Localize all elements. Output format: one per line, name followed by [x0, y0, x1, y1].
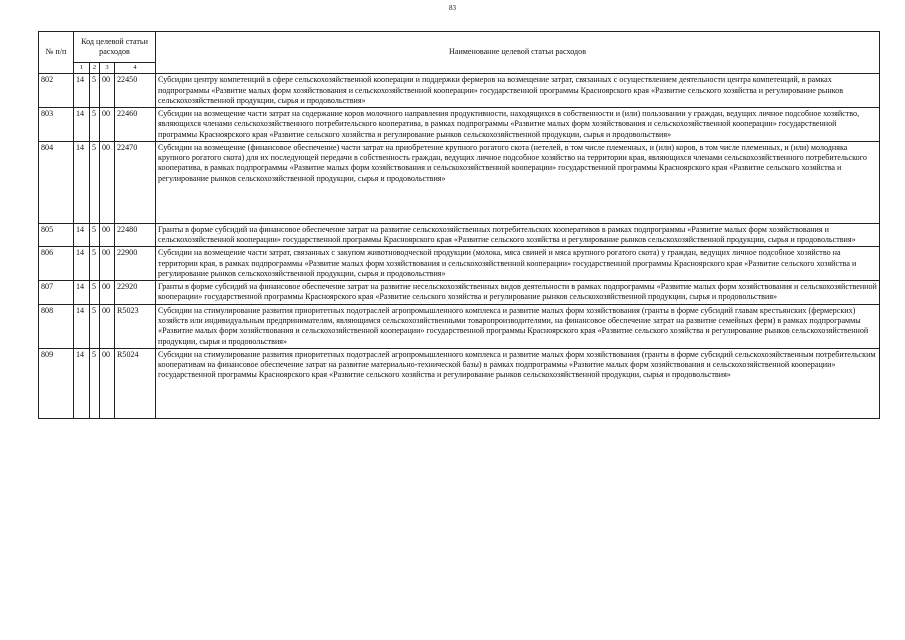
row-number: 808: [39, 304, 74, 348]
header-name: Наименование целевой статьи расходов: [156, 32, 880, 74]
code-part-3: 00: [100, 281, 115, 305]
row-description: Гранты в форме субсидий на финансовое обеспечение затрат на развитие сельскохозяйственных потребительских кооперативов в рамках подпрограммы «Развитие малых форм хозяйствования и сельскохозяйственной кооперации» государственной программы Красноярского края «Развитие сельского хозяйства и регулирование рынков сельскохозяйственной продукции, сырья и продовольствия»: [156, 223, 880, 247]
row-number: 806: [39, 247, 74, 281]
table-row: [39, 141, 880, 223]
code-part-4: R5024: [115, 348, 156, 418]
table-row: [39, 223, 880, 247]
code-part-2: 5: [90, 247, 100, 281]
row-description: Субсидии на возмещение (финансовое обеспечение) части затрат на приобретение крупного рогатого скота (нетелей, в том числе племенных, и (или) коров, в том числе племенных, и (или) молодняка крупного рогатого скота) для их последующей передачи в собственность граждан, ведущих личное подсобное хозяйство на территории края, являющихся членами сельскохозяйственного потребительского кооператива, в рамках подпрограммы «Развитие малых форм хозяйствования и сельскохозяйственной кооперации» государственной программы Красноярского края «Развитие сельского хозяйства и регулирование рынков сельскохозяйственной продукции, сырья и продовольствия»: [156, 141, 880, 223]
code-part-2: 5: [90, 141, 100, 223]
row-description: Субсидии центру компетенций в сфере сельскохозяйственной кооперации и поддержки фермеров на возмещение затрат, связанных с осуществлением деятельности центра компетенций, в рамках подпрограммы «Развитие малых форм хозяйствования и сельскохозяйственной кооперации» государственной программы Красноярского края «Развитие сельского хозяйства и регулирование рынков сельскохозяйственной продукции, сырья и продовольствия»: [156, 74, 880, 108]
code-part-3: 00: [100, 247, 115, 281]
column-number: 2: [90, 63, 100, 74]
row-description: Субсидии на возмещение части затрат, связанных с закупом животноводческой продукции (молока, мяса свиней и мяса крупного рогатого скота) у граждан, ведущих личное подсобное хозяйство на территории края, в рамках подпрограммы «Развитие малых форм хозяйствования и сельскохозяйственной кооперации» государственной программы Красноярского края «Развитие сельского хозяйства и регулирование рынков сельскохозяйственной продукции, сырья и продовольствия»: [156, 247, 880, 281]
column-number: 1: [74, 63, 90, 74]
code-part-4: 22460: [115, 108, 156, 142]
row-number: 809: [39, 348, 74, 418]
code-part-1: 14: [74, 281, 90, 305]
code-part-1: 14: [74, 74, 90, 108]
row-number: 802: [39, 74, 74, 108]
code-part-4: 22470: [115, 141, 156, 223]
table-row: [39, 247, 880, 281]
code-part-4: R5023: [115, 304, 156, 348]
code-part-1: 14: [74, 304, 90, 348]
code-part-4: 22480: [115, 223, 156, 247]
code-part-4: 22450: [115, 74, 156, 108]
table-row: [39, 74, 880, 108]
table-row: [39, 348, 880, 418]
code-part-1: 14: [74, 348, 90, 418]
row-description: Субсидии на стимулирование развития приоритетных подотраслей агропромышленного комплекса и развитие малых форм хозяйствования (гранты в форме субсидий главам крестьянских (фермерских) хозяйств или индивидуальным предпринимателям, являющимся сельскохозяйственными товаропроизводителями, на финансовое обеспечение затрат на развитие семейных ферм) в рамках подпрограммы «Развитие малых форм хозяйствования и сельскохозяйственной кооперации» государственной программы Красноярского края «Развитие сельского хозяйства и регулирование рынков сельскохозяйственной продукции, сырья и продовольствия»: [156, 304, 880, 348]
row-number: 803: [39, 108, 74, 142]
row-description: Субсидии на стимулирование развития приоритетных подотраслей агропромышленного комплекса и развитие малых форм хозяйствования (гранты в форме субсидий сельскохозяйственным потребительским кооперативам на финансовое обеспечение затрат на развитие материально-технической базы) в рамках подпрограммы «Развитие малых форм хозяйствования и сельскохозяйственной кооперации» государственной программы Красноярского края «Развитие сельского хозяйства и регулирование рынков сельскохозяйственной продукции, сырья и продовольствия»: [156, 348, 880, 418]
row-number: 805: [39, 223, 74, 247]
table-row: [39, 281, 880, 305]
code-part-3: 00: [100, 304, 115, 348]
code-part-3: 00: [100, 74, 115, 108]
header-code: Код целевой статьи расходов: [74, 32, 156, 63]
code-part-1: 14: [74, 108, 90, 142]
code-part-2: 5: [90, 74, 100, 108]
header-row-number: № п/п: [39, 32, 74, 74]
code-part-2: 5: [90, 304, 100, 348]
code-part-2: 5: [90, 108, 100, 142]
code-part-4: 22900: [115, 247, 156, 281]
row-description: Субсидии на возмещение части затрат на содержание коров молочного направления продуктивности, находящихся в собственности и (или) пользовании у граждан, ведущих личное подсобное хозяйство, являющихся членами сельскохозяйственного потребительского кооператива, в рамках подпрограммы «Развитие малых форм хозяйствования и сельскохозяйственной кооперации» государственной программы Красноярского края «Развитие сельского хозяйства и регулирование рынков сельскохозяйственной продукции, сырья и продовольствия»: [156, 108, 880, 142]
table-header-row: [39, 32, 880, 63]
table-row: [39, 108, 880, 142]
code-part-1: 14: [74, 141, 90, 223]
code-part-1: 14: [74, 247, 90, 281]
code-part-4: 22920: [115, 281, 156, 305]
code-part-3: 00: [100, 348, 115, 418]
budget-table: [38, 31, 880, 419]
table-row: [39, 304, 880, 348]
row-number: 807: [39, 281, 74, 305]
code-part-3: 00: [100, 108, 115, 142]
column-number: 3: [100, 63, 115, 74]
code-part-3: 00: [100, 223, 115, 247]
row-number: 804: [39, 141, 74, 223]
row-description: Гранты в форме субсидий на финансовое обеспечение затрат на развитие несельскохозяйственных видов деятельности в рамках подпрограммы «Развитие малых форм хозяйствования и сельскохозяйственной кооперации» государственной программы Красноярского края «Развитие сельского хозяйства и регулирование рынков сельскохозяйственной продукции, сырья и продовольствия»: [156, 281, 880, 305]
column-number: 4: [115, 63, 156, 74]
code-part-3: 00: [100, 141, 115, 223]
code-part-2: 5: [90, 281, 100, 305]
code-part-1: 14: [74, 223, 90, 247]
page-number: 83: [449, 4, 456, 12]
code-part-2: 5: [90, 348, 100, 418]
code-part-2: 5: [90, 223, 100, 247]
